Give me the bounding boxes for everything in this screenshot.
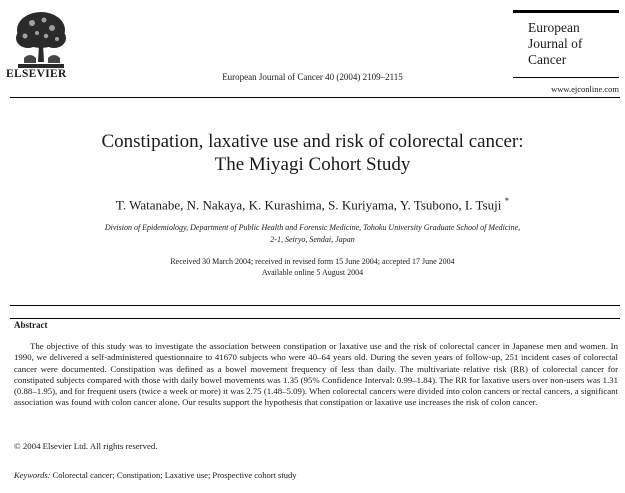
article-title-line: The Miyagi Cohort Study — [214, 154, 411, 175]
journal-url-link[interactable]: www.ejconline.com — [551, 84, 619, 94]
authors-text: T. Watanabe, N. Nakaya, K. Kurashima, S. Kuriyama, Y. Tsubono, I. Tsuji — [115, 197, 502, 213]
copyright-notice: © 2004 Elsevier Ltd. All rights reserved. — [14, 441, 158, 451]
affiliation-line: 2-1, Seiryo, Sendai, Japan — [270, 234, 355, 244]
article-title — [0, 130, 625, 176]
abstract-divider — [10, 318, 620, 319]
author-list — [0, 196, 625, 213]
online-date: Available online 5 August 2004 — [261, 268, 364, 277]
elsevier-tree-logo-icon — [10, 8, 72, 70]
publisher-name: ELSEVIER — [6, 68, 67, 80]
keywords-label: Keywords: — [14, 470, 51, 480]
affiliation-line: Division of Epidemiology, Department of Public Health and Forensic Medicine, Tohoku University Graduate School of Medicine, — [104, 223, 521, 232]
corresponding-author-mark[interactable]: * — [504, 196, 510, 206]
received-dates: Received 30 March 2004; received in revised form 15 June 2004; accepted 17 June 2004 — [170, 257, 455, 266]
abstract-heading: Abstract — [14, 320, 48, 330]
journal-title-box — [513, 10, 619, 78]
keywords — [14, 470, 296, 480]
affiliation — [20, 222, 605, 245]
header-divider — [10, 97, 620, 98]
section-divider — [10, 305, 620, 306]
journal-title-line: Cancer — [528, 52, 567, 67]
abstract-text: The objective of this study was to investigate the association between constipation or laxative use and the risk of colorectal cancer in Japanese men and women. In 1990, we delivered a self-administered questionnaire to 41670 subjects who were 40–64 years old. During the seven years of follow-up, 251 incident cases of colorectal cancer were documented. Constipation was defined as a bowel movement frequency of less than daily. The multivariate relative risk (RR) of colorectal cancer for constipated subjects compared with those with daily bowel movements was 1.35 (95% Confidence Interval: 0.99–1.84). The RR for laxative users over non-users was 1.31 (0.88–1.95), and for frequent users (twice a week or more) it was 2.75 (1.48–5.09). When colorectal cancers were divided into colon cancers or rectal cancers, a significant association was found with colon cancer alone. Our results support the hypothesis that constipation or laxative use increases the risk of colon cancer. — [14, 341, 618, 408]
article-dates — [0, 256, 625, 278]
journal-title-line: European — [528, 20, 580, 35]
journal-citation: European Journal of Cancer 40 (2004) 2109–2115 — [222, 72, 403, 82]
keywords-text: Colorectal cancer; Constipation; Laxative use; Prospective cohort study — [52, 470, 297, 480]
journal-title-line: Journal of — [528, 36, 583, 51]
article-title-line: Constipation, laxative use and risk of colorectal cancer: — [101, 131, 524, 152]
